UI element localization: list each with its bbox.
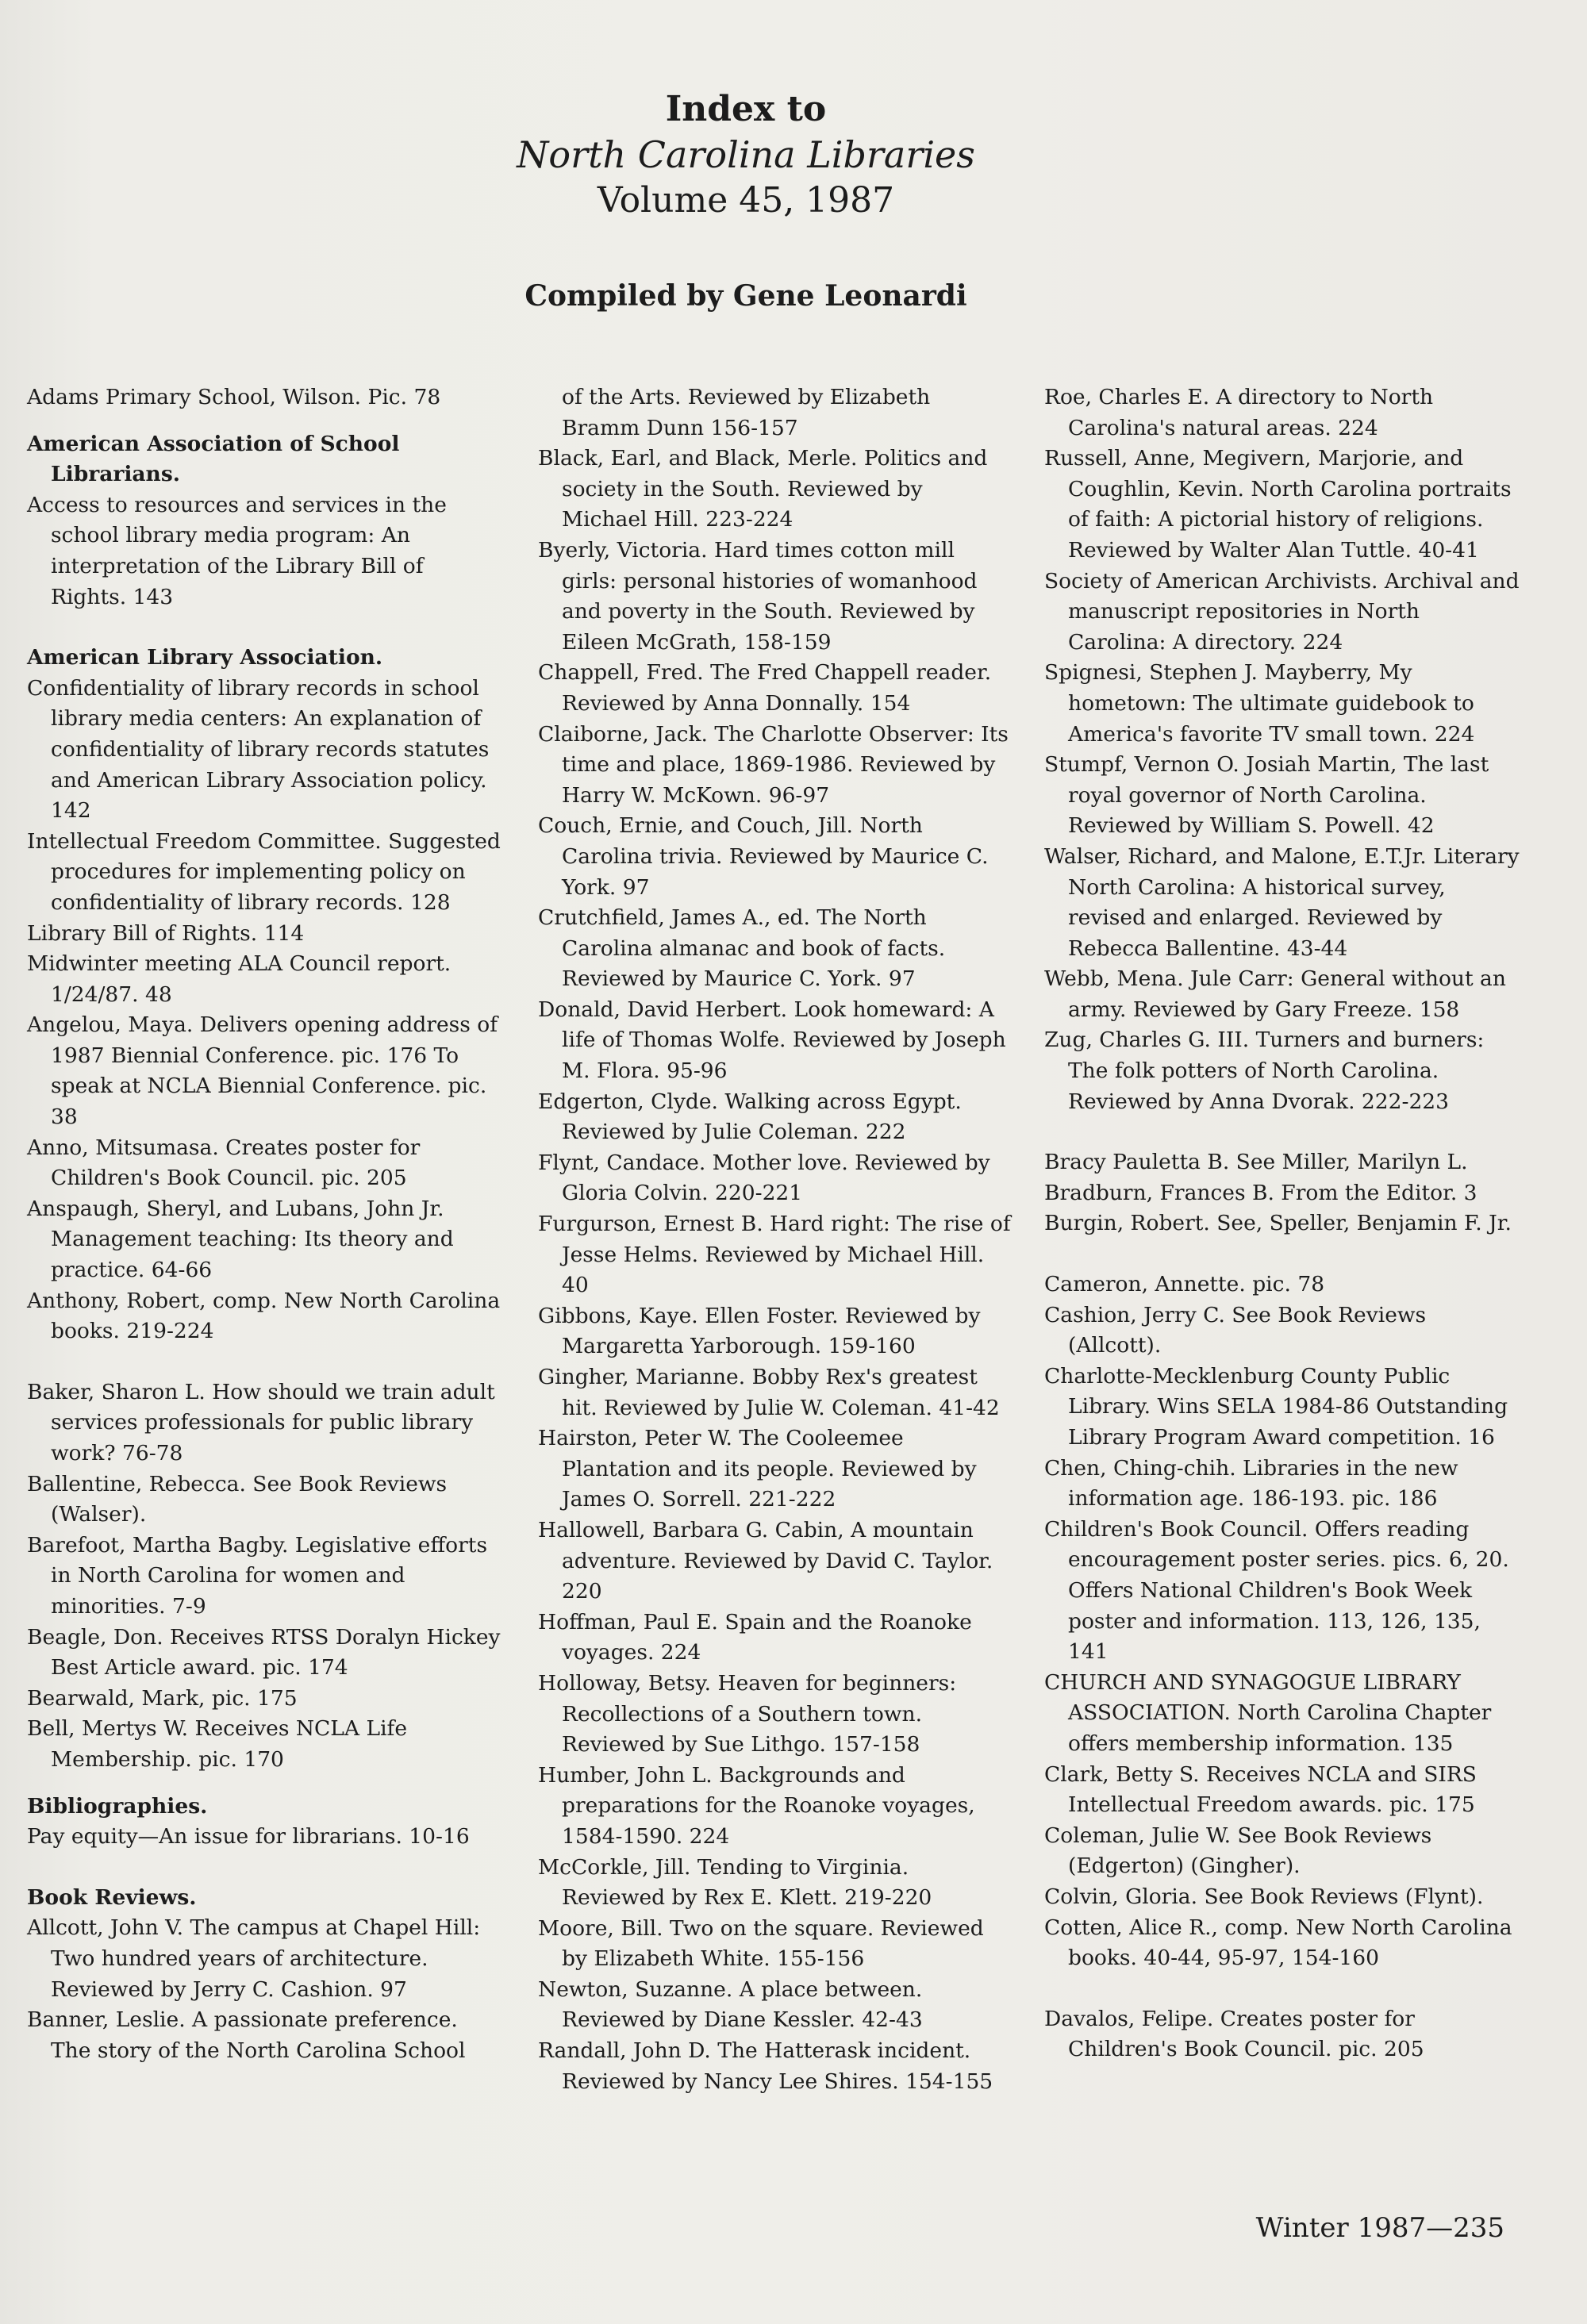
index-entry: Angelou, Maya. Delivers opening address of 1987 Biennial Conference. pic. 176 To speak at NCLA Biennial Conference. pic. 38 (27, 1012, 498, 1130)
index-entry: Webb, Mena. Jule Carr: General without an army. Reviewed by Gary Freeze. 158 (1044, 966, 1506, 1022)
index-entry: of the Arts. Reviewed by Elizabeth Bramm Dunn 156-157 (562, 385, 931, 440)
index-column-1 (27, 382, 503, 2066)
index-entry: Donald, David Herbert. Look homeward: A life of Thomas Wolfe. Reviewed by Joseph M. Flora. 95-96 (538, 997, 1006, 1084)
index-entry: Adams Primary School, Wilson. Pic. 78 (27, 385, 441, 409)
index-entry: Newton, Suzanne. A place between. Reviewed by Diane Kessler. 42-43 (538, 1976, 923, 2033)
index-entry: Couch, Ernie, and Couch, Jill. North Carolina trivia. Reviewed by Maurice C. York. 97 (538, 813, 989, 900)
index-entry: Hairston, Peter W. The Cooleemee Plantation and its people. Reviewed by James O. Sorrell. 221-222 (538, 1426, 977, 1512)
index-entry: Clark, Betty S. Receives NCLA and SIRS Intellectual Freedom awards. pic. 175 (1044, 1761, 1477, 1818)
index-entry: CHURCH AND SYNAGOGUE LIBRARY ASSOCIATION. North Carolina Chapter offers membership information. 135 (1044, 1669, 1492, 1756)
compiler-line: Compiled by Gene Leonardi (525, 279, 967, 313)
volume-line: Volume 45, 1987 (597, 180, 895, 221)
index-entry: Anspaugh, Sheryl, and Lubans, John Jr. Management teaching: Its theory and practice. 64-66 (27, 1196, 454, 1283)
index-entry: Burgin, Robert. See, Speller, Benjamin F. Jr. (1044, 1211, 1512, 1236)
index-entry: Charlotte-Mecklenburg County Public Library. Wins SELA 1984-86 Outstanding Library Program Award competition. 16 (1044, 1363, 1508, 1450)
index-entry: Pay equity—An issue for librarians. 10-16 (27, 1824, 470, 1850)
index-entry: Humber, John L. Backgrounds and preparations for the Roanoke voyages, 1584-1590. 224 (538, 1762, 975, 1849)
index-entry: Access to resources and services in the school library media program: An interpretation of the Library Bill of Rights. 143 (27, 492, 447, 609)
index-entry: Claiborne, Jack. The Charlotte Observer: Its time and place, 1869-1986. Reviewed by Harry W. McKown. 96-97 (538, 721, 1009, 808)
index-entry: Flynt, Candace. Mother love. Reviewed by Gloria Colvin. 220-221 (538, 1150, 990, 1206)
index-entry: Walser, Richard, and Malone, E.T.Jr. Literary North Carolina: A historical survey, revised and enlarged. Reviewed by Rebecca Ballentine. 43-44 (1044, 843, 1520, 961)
index-column-2 (538, 382, 1014, 2097)
index-entry: Bell, Mertys W. Receives NCLA Life Membership. pic. 170 (27, 1716, 408, 1772)
index-entry: Hoffman, Paul E. Spain and the Roanoke voyages. 224 (538, 1609, 972, 1665)
index-heading: American Library Association. (27, 645, 383, 670)
index-entry: Gingher, Marianne. Bobby Rex's greatest hit. Reviewed by Julie W. Coleman. 41-42 (538, 1365, 1000, 1420)
index-entry: Baker, Sharon L. How should we train adult services professionals for public library work? 76-78 (27, 1379, 495, 1465)
index-entry: Banner, Leslie. A passionate preference. The story of the North Carolina School (27, 2007, 466, 2063)
index-entry: Ballentine, Rebecca. See Book Reviews (Walser). (27, 1471, 448, 1527)
index-entry: Randall, John D. The Hatterask incident. Reviewed by Nancy Lee Shires. 154-155 (538, 2038, 993, 2094)
index-entry: Society of American Archivists. Archival and manuscript repositories in North Carolina: A directory. 224 (1044, 568, 1520, 655)
index-entry: Colvin, Gloria. See Book Reviews (Flynt). (1044, 1884, 1484, 1909)
index-entry: Crutchfield, James A., ed. The North Carolina almanac and book of facts. Reviewed by Maurice C. York. 97 (538, 905, 946, 992)
index-entry: Bracy Pauletta B. See Miller, Marilyn L. (1044, 1150, 1468, 1175)
index-entry: Barefoot, Martha Bagby. Legislative efforts in North Carolina for women and minorities. 7-9 (27, 1532, 488, 1619)
index-entry: Chen, Ching-chih. Libraries in the new information age. 186-193. pic. 186 (1044, 1455, 1458, 1512)
index-entry: Black, Earl, and Black, Merle. Politics and society in the South. Reviewed by Michael Hill. 223-224 (538, 446, 988, 532)
index-heading: American Association of School Librarians. (27, 431, 400, 487)
index-entry: Cotten, Alice R., comp. New North Carolina books. 40-44, 95-97, 154-160 (1044, 1915, 1512, 1971)
index-entry: Intellectual Freedom Committee. Suggested procedures for implementing policy on confidentiality of library records. 128 (27, 828, 501, 915)
index-entry: Zug, Charles G. III. Turners and burners: The folk potters of North Carolina. Reviewed by Anna Dvorak. 222-223 (1044, 1028, 1485, 1114)
index-entry: Russell, Anne, Megivern, Marjorie, and Coughlin, Kevin. North Carolina portraits of faith: A pictorial history of religions. Reviewed by Walter Alan Tuttle. 40-41 (1044, 446, 1512, 563)
index-entry: Furgurson, Ernest B. Hard right: The rise of Jesse Helms. Reviewed by Michael Hill. 40 (538, 1212, 1011, 1298)
index-entry: Coleman, Julie W. See Book Reviews (Edgerton) (Gingher). (1044, 1823, 1432, 1879)
index-entry: Allcott, John V. The campus at Chapel Hill: Two hundred years of architecture. Reviewed by Jerry C. Cashion. 97 (27, 1915, 481, 2002)
index-entry: Gibbons, Kaye. Ellen Foster. Reviewed by Margaretta Yarborough. 159-160 (538, 1303, 981, 1359)
index-entry: Bradburn, Frances B. From the Editor. 3 (1044, 1180, 1477, 1205)
journal-title: North Carolina Libraries (517, 133, 975, 176)
index-entry: Roe, Charles E. A directory to North Carolina's natural areas. 224 (1044, 385, 1434, 440)
index-entry: Edgerton, Clyde. Walking across Egypt. Reviewed by Julie Coleman. 222 (538, 1089, 962, 1145)
index-entry: Moore, Bill. Two on the square. Reviewed by Elizabeth White. 155-156 (538, 1915, 984, 1972)
index-entry: Anno, Mitsumasa. Creates poster for Children's Book Council. pic. 205 (27, 1135, 421, 1191)
index-column-3 (1044, 382, 1520, 2065)
index-entry: Bearwald, Mark, pic. 175 (27, 1685, 298, 1711)
index-entry: Stumpf, Vernon O. Josiah Martin, The last royal governor of North Carolina. Reviewed by William S. Powell. 42 (1044, 752, 1489, 839)
index-entry: Cameron, Annette. pic. 78 (1044, 1272, 1325, 1297)
index-entry: Confidentiality of library records in school library media centers: An explanation of confidentiality of library records statutes and American Library Association policy. 142 (27, 675, 490, 824)
title-line-1: Index to (665, 89, 827, 129)
title-block (492, 87, 1000, 224)
index-heading: Bibliographies. (27, 1793, 208, 1819)
index-entry: Cashion, Jerry C. See Book Reviews (Allcott). (1044, 1302, 1427, 1358)
index-entry: Chappell, Fred. The Fred Chappell reader. Reviewed by Anna Donnally. 154 (538, 660, 992, 716)
index-heading: Book Reviews. (27, 1884, 197, 1910)
index-entry: Davalos, Felipe. Creates poster for Children's Book Council. pic. 205 (1044, 2006, 1424, 2062)
index-entry: Beagle, Don. Receives RTSS Doralyn Hickey Best Article award. pic. 174 (27, 1624, 501, 1681)
index-entry: Anthony, Robert, comp. New North Carolina books. 219-224 (27, 1288, 501, 1344)
index-entry: Hallowell, Barbara G. Cabin, A mountain adventure. Reviewed by David C. Taylor. 220 (538, 1517, 993, 1604)
index-entry: McCorkle, Jill. Tending to Virginia. Reviewed by Rex E. Klett. 219-220 (538, 1854, 932, 1911)
index-entry: Midwinter meeting ALA Council report. 1/24/87. 48 (27, 951, 452, 1007)
index-entry: Spignesi, Stephen J. Mayberry, My hometown: The ultimate guidebook to America's favorite TV small town. 224 (1044, 660, 1475, 747)
index-entry: Byerly, Victoria. Hard times cotton mill girls: personal histories of womanhood and poverty in the South. Reviewed by Eileen McGrath, 158-159 (538, 537, 978, 655)
page-footer: Winter 1987—235 (1255, 2212, 1504, 2244)
index-entry: Holloway, Betsy. Heaven for beginners: Recollections of a Southern town. Reviewed by Sue Lithgo. 157-158 (538, 1670, 957, 1757)
index-entry: Children's Book Council. Offers reading encouragement poster series. pics. 6, 20. Offers National Children's Book Week poster and information. 113, 126, 135, 141 (1044, 1516, 1509, 1665)
index-entry: Library Bill of Rights. 114 (27, 920, 305, 946)
